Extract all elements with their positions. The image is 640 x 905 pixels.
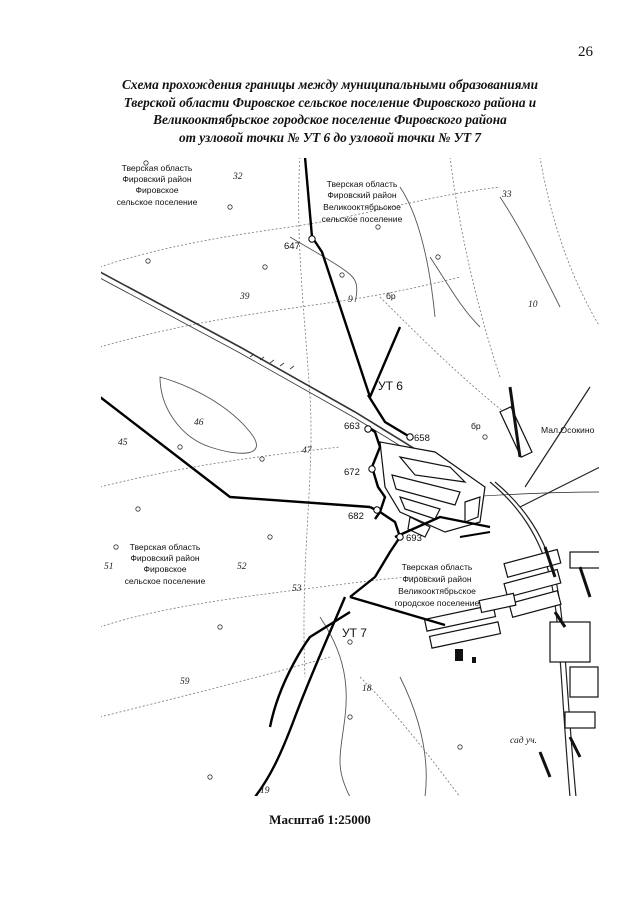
area-label-se (395, 562, 480, 608)
block-number: 33 (502, 190, 512, 200)
title-line: Тверской области Фировское сельское поселение Фировского района и (123, 94, 537, 110)
svg-text:Тверская область: Тверская область (326, 179, 398, 189)
building-marker (455, 649, 463, 661)
block-number: 32 (233, 172, 243, 182)
map-scale: Масштаб 1:25000 (269, 812, 371, 827)
area-label-nw (117, 163, 198, 207)
br-label: бр (386, 291, 396, 301)
area-label-sw (125, 542, 206, 586)
terrain-outlines (160, 187, 560, 797)
point-658-label: 658 (414, 433, 430, 444)
nodal-point-ut7: УТ 7 (342, 626, 367, 640)
point-682-marker (374, 507, 380, 513)
block-number: 51 (104, 562, 114, 572)
svg-text:Тверская область: Тверская область (401, 562, 473, 572)
svg-text:Тверская область: Тверская область (129, 542, 201, 552)
block-number: 59 (180, 677, 190, 687)
svg-text:Фировский район: Фировский район (130, 553, 200, 563)
block-number: 9 (348, 295, 353, 305)
svg-text:Великооктябрьское: Великооктябрьское (323, 202, 401, 212)
point-682-label: 682 (348, 511, 364, 522)
svg-text:Тверская область: Тверская область (121, 163, 193, 173)
svg-text:сельское поселение: сельское поселение (124, 576, 206, 586)
point-693-marker (397, 534, 403, 540)
svg-text:Фировский район: Фировский район (122, 174, 192, 184)
village-label: Мал.Осокино (541, 425, 595, 435)
svg-text:сельское поселение: сельское поселение (321, 214, 403, 224)
block-number: 52 (237, 562, 247, 572)
point-672-label: 672 (344, 467, 360, 478)
point-647-marker (309, 236, 315, 242)
title-line: от узловой точки № УТ 6 до узловой точки № УТ 7 (178, 129, 482, 145)
title-line: Схема прохождения границы между муниципальными образованиями (121, 77, 539, 92)
point-658-marker (407, 434, 413, 440)
svg-text:Великооктябрьское: Великооктябрьское (398, 586, 476, 596)
boundary-spur (460, 532, 490, 537)
point-693-label: 693 (406, 533, 422, 544)
block-number: 53 (292, 584, 302, 594)
block-number: 46 (194, 418, 204, 428)
svg-text:Фировское: Фировское (143, 564, 187, 574)
svg-text:Фировский район: Фировский район (402, 574, 472, 584)
garden-label: сад уч. (510, 736, 538, 746)
svg-text:сельское поселение: сельское поселение (116, 197, 198, 207)
building-marker (472, 657, 476, 663)
point-663-marker (365, 426, 371, 432)
block-number: 18 (362, 684, 372, 694)
block-number: 19 (260, 786, 270, 796)
br-label: бр (471, 421, 481, 431)
point-663-label: 663 (344, 421, 360, 432)
svg-text:Фировское: Фировское (135, 185, 179, 195)
point-672-marker (369, 466, 375, 472)
block-number: 45 (118, 438, 128, 448)
nodal-point-ut6: УТ 6 (378, 379, 403, 393)
area-label-ne (322, 179, 403, 224)
svg-text:городское поселение: городское поселение (394, 598, 480, 608)
page-number: 26 (578, 44, 593, 60)
block-number: 10 (528, 300, 538, 310)
map-title (60, 76, 600, 146)
block-number: 47 (302, 446, 312, 456)
map-canvas (100, 157, 600, 797)
boundary-south (270, 612, 350, 727)
svg-text:Фировский район: Фировский район (327, 190, 397, 200)
block-number: 39 (240, 292, 250, 302)
boundary-map (100, 157, 600, 797)
point-647-label: 647 (284, 241, 300, 252)
title-line: Великооктябрьское городское поселение Фировского района (153, 112, 507, 127)
